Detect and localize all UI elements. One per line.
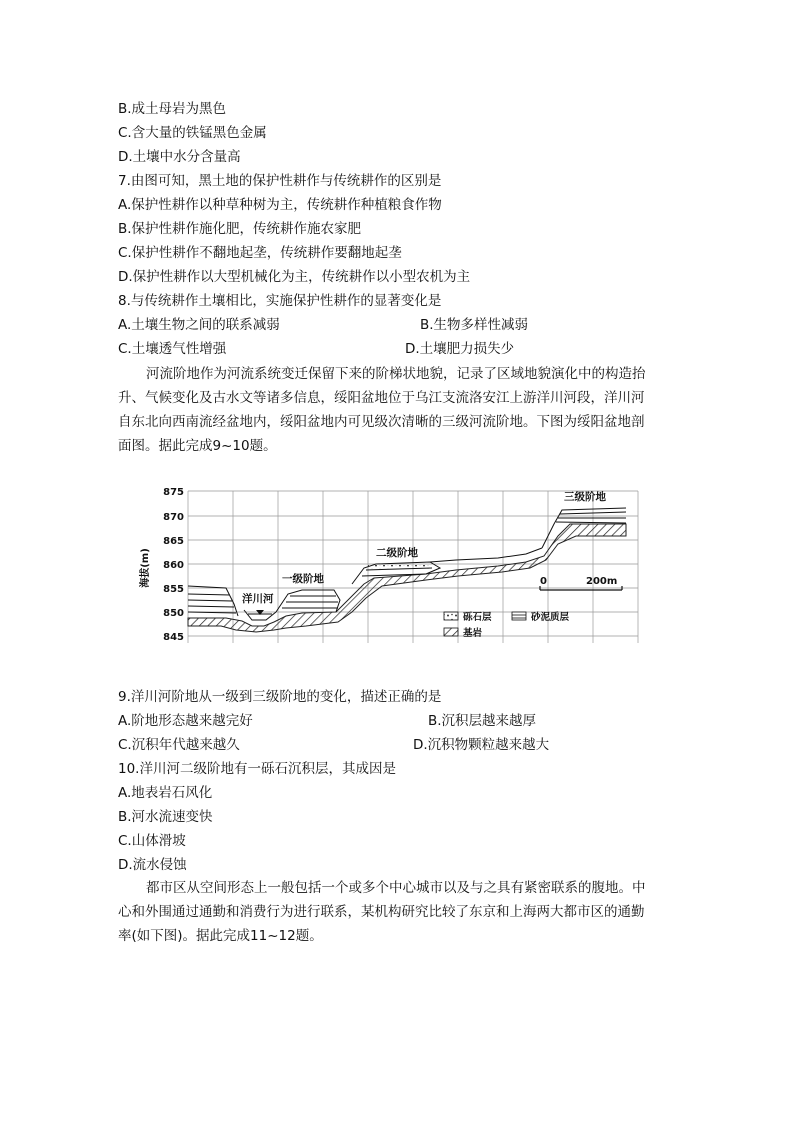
passage1-line2: 升、气候变化及古水文等诸多信息，绥阳盆地位于乌江支流洛安江上游洋川河段，洋川河 bbox=[118, 390, 645, 406]
legend-bedrock: 基岩 bbox=[463, 628, 483, 639]
legend-sandmud-swatch bbox=[512, 612, 526, 620]
basin-cross-section-diagram bbox=[126, 478, 646, 650]
q6-option-d: D.土壤中水分含量高 bbox=[118, 149, 241, 165]
q7-option-c: C.保护性耕作不翻地起垄，传统耕作要翻地起垄 bbox=[118, 245, 402, 261]
q10-stem: 10.洋川河二级阶地有一砾石沉积层，其成因是 bbox=[118, 761, 396, 777]
passage2-line3: 率(如下图)。据此完成11~12题。 bbox=[118, 928, 323, 944]
passage1-line3: 自东北向西南流经盆地内，绥阳盆地内可见级次清晰的三级河流阶地。下图为绥阳盆地剖 bbox=[118, 414, 645, 430]
legend-sandmud: 砂泥质层 bbox=[531, 612, 570, 623]
q9-option-c: C.沉积年代越来越久 bbox=[118, 737, 240, 753]
scale-zero: 0 bbox=[540, 576, 547, 587]
q6-option-c: C.含大量的铁锰黑色金属 bbox=[118, 125, 267, 141]
q9-option-d: D.沉积物颗粒越来越大 bbox=[413, 737, 550, 753]
label-terrace-2: 二级阶地 bbox=[376, 547, 418, 559]
ytick-870: 870 bbox=[163, 512, 184, 523]
q8-stem: 8.与传统耕作土壤相比，实施保护性耕作的显著变化是 bbox=[118, 293, 442, 309]
legend-gravel-swatch bbox=[444, 612, 458, 620]
label-terrace-3: 三级阶地 bbox=[564, 491, 606, 503]
gravel-band bbox=[368, 565, 430, 569]
passage2-line2: 心和外围通过通勤和消费行为进行联系，某机构研究比较了东京和上海两大都市区的通勤 bbox=[118, 904, 645, 920]
q8-option-b: B.生物多样性减弱 bbox=[420, 317, 529, 333]
ytick-855: 855 bbox=[163, 584, 184, 595]
passage-metropolitan bbox=[118, 876, 678, 948]
q10-option-b: B.河水流速变快 bbox=[118, 809, 213, 825]
legend bbox=[444, 611, 570, 639]
q9-stem: 9.洋川河阶地从一级到三级阶地的变化，描述正确的是 bbox=[118, 689, 442, 705]
q6-option-b: B.成土母岩为黑色 bbox=[118, 101, 227, 117]
passage-river-terraces bbox=[118, 362, 678, 458]
q7-stem: 7.由图可知，黑土地的保护性耕作与传统耕作的区别是 bbox=[118, 173, 442, 189]
passage1-line1: 河流阶地作为河流系统变迁保留下来的阶梯状地貌，记录了区域地貌演化中的构造抬 bbox=[146, 366, 646, 382]
q8-option-a: A.土壤生物之间的联系减弱 bbox=[118, 317, 280, 333]
q9-option-a: A.阶地形态越来越完好 bbox=[118, 713, 253, 729]
q10-option-a: A.地表岩石风化 bbox=[118, 785, 213, 801]
q7-option-d: D.保护性耕作以大型机械化为主，传统耕作以小型农机为主 bbox=[118, 269, 471, 285]
q8-option-d: D.土壤肥力损失少 bbox=[405, 341, 515, 357]
ytick-875: 875 bbox=[163, 487, 184, 498]
q10-option-c: C.山体滑坡 bbox=[118, 833, 186, 849]
q7-option-b: B.保护性耕作施化肥，传统耕作施农家肥 bbox=[118, 221, 362, 237]
q9-option-b: B.沉积层越来越厚 bbox=[428, 713, 537, 729]
legend-bedrock-swatch bbox=[444, 628, 458, 636]
q7-option-a: A.保护性耕作以种草种树为主，传统耕作种植粮食作物 bbox=[118, 197, 442, 213]
passage2-line1: 都市区从空间形态上一般包括一个或多个中心城市以及与之具有紧密联系的腹地。中 bbox=[146, 880, 646, 896]
ytick-860: 860 bbox=[163, 560, 184, 571]
ytick-850: 850 bbox=[163, 608, 184, 619]
ytick-845: 845 bbox=[163, 632, 184, 643]
y-axis-label: 海拔(m) bbox=[140, 548, 151, 588]
ytick-865: 865 bbox=[163, 536, 184, 547]
q8-option-c: C.土壤透气性增强 bbox=[118, 341, 227, 357]
label-river: 洋川河 bbox=[242, 593, 274, 605]
passage1-line4: 面图。据此完成9~10题。 bbox=[118, 438, 277, 454]
scale-end: 200m bbox=[586, 576, 618, 587]
legend-gravel: 砾石层 bbox=[463, 612, 492, 623]
q10-option-d: D.流水侵蚀 bbox=[118, 857, 187, 873]
label-terrace-1: 一级阶地 bbox=[282, 573, 324, 585]
